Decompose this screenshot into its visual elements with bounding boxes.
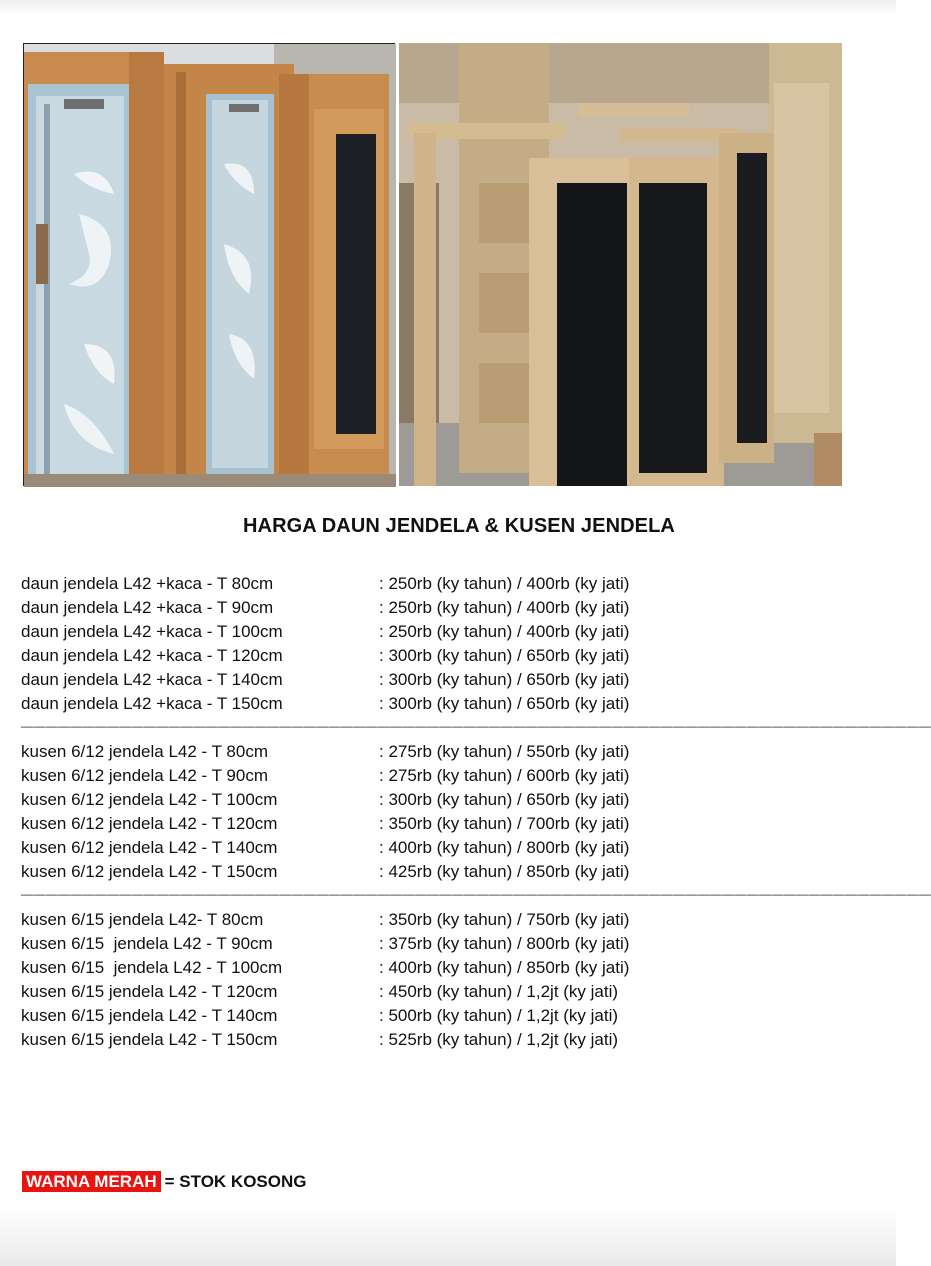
price-row — [21, 1004, 619, 1028]
item-name: daun jendela L42 +kaca - T 100cm — [21, 622, 283, 641]
item-price: : 300rb (ky tahun) / 650rb (ky jati) — [379, 670, 630, 689]
item-price: : 300rb (ky tahun) / 650rb (ky jati) — [379, 646, 630, 665]
item-price: : 300rb (ky tahun) / 650rb (ky jati) — [379, 790, 630, 809]
price-row — [21, 836, 630, 860]
item-name: daun jendela L42 +kaca - T 140cm — [21, 670, 283, 689]
price-row — [21, 692, 630, 716]
item-name: daun jendela L42 +kaca - T 120cm — [21, 646, 283, 665]
price-row — [21, 956, 630, 980]
window-frame-photo — [399, 43, 842, 486]
item-name: kusen 6/15 jendela L42 - T 100cm — [21, 958, 283, 977]
item-name: daun jendela L42 +kaca - T 150cm — [21, 694, 283, 713]
item-price: : 400rb (ky tahun) / 850rb (ky jati) — [379, 958, 630, 977]
item-price: : 250rb (ky tahun) / 400rb (ky jati) — [379, 574, 630, 593]
price-row — [21, 596, 630, 620]
legend-text: = STOK KOSONG — [164, 1172, 307, 1191]
item-name: kusen 6/12 jendela L42 - T 90cm — [21, 766, 268, 785]
price-row — [21, 860, 630, 884]
item-name: kusen 6/15 jendela L42- T 80cm — [21, 910, 264, 929]
price-row — [21, 908, 630, 932]
price-row — [21, 1028, 619, 1052]
item-price: : 425rb (ky tahun) / 850rb (ky jati) — [379, 862, 630, 881]
item-price: : 275rb (ky tahun) / 550rb (ky jati) — [379, 742, 630, 761]
item-price: : 450rb (ky tahun) / 1,2jt (ky jati) — [379, 982, 619, 1001]
item-name: kusen 6/15 jendela L42 - T 140cm — [21, 1006, 278, 1025]
item-name: kusen 6/12 jendela L42 - T 150cm — [21, 862, 278, 881]
price-row — [21, 620, 630, 644]
item-name: kusen 6/12 jendela L42 - T 80cm — [21, 742, 268, 761]
page-title: HARGA DAUN JENDELA & KUSEN JENDELA — [243, 515, 675, 537]
page-bottom-shade — [0, 1208, 896, 1266]
item-price: : 350rb (ky tahun) / 700rb (ky jati) — [379, 814, 630, 833]
item-name: kusen 6/12 jendela L42 - T 140cm — [21, 838, 278, 857]
price-row — [21, 812, 630, 836]
item-price: : 375rb (ky tahun) / 800rb (ky jati) — [379, 934, 630, 953]
section-divider: —————————————————————————————————————————————————————————————————————————— — [21, 887, 931, 901]
item-price: : 400rb (ky tahun) / 800rb (ky jati) — [379, 838, 630, 857]
item-name: kusen 6/12 jendela L42 - T 120cm — [21, 814, 278, 833]
price-row — [21, 740, 630, 764]
item-name: kusen 6/12 jendela L42 - T 100cm — [21, 790, 278, 809]
window-sash-photo — [23, 43, 395, 486]
item-name: kusen 6/15 jendela L42 - T 120cm — [21, 982, 278, 1001]
price-row — [21, 764, 630, 788]
item-price: : 500rb (ky tahun) / 1,2jt (ky jati) — [379, 1006, 619, 1025]
item-price: : 300rb (ky tahun) / 650rb (ky jati) — [379, 694, 630, 713]
price-row — [21, 644, 630, 668]
item-name: daun jendela L42 +kaca - T 80cm — [21, 574, 274, 593]
item-price: : 250rb (ky tahun) / 400rb (ky jati) — [379, 598, 630, 617]
price-row — [21, 572, 630, 596]
item-price: : 350rb (ky tahun) / 750rb (ky jati) — [379, 910, 630, 929]
price-row — [21, 668, 630, 692]
price-row — [21, 980, 619, 1004]
section-divider: —————————————————————————————————————————————————————————————————————————— — [21, 719, 931, 733]
price-list — [21, 572, 931, 1052]
price-row — [21, 788, 630, 812]
item-name: kusen 6/15 jendela L42 - T 90cm — [21, 934, 273, 953]
item-price: : 275rb (ky tahun) / 600rb (ky jati) — [379, 766, 630, 785]
price-row — [21, 932, 630, 956]
red-color-tag: WARNA MERAH — [22, 1171, 161, 1192]
item-price: : 250rb (ky tahun) / 400rb (ky jati) — [379, 622, 630, 641]
item-price: : 525rb (ky tahun) / 1,2jt (ky jati) — [379, 1030, 619, 1049]
item-name: daun jendela L42 +kaca - T 90cm — [21, 598, 274, 617]
item-name: kusen 6/15 jendela L42 - T 150cm — [21, 1030, 278, 1049]
page-top-shade — [0, 0, 896, 14]
stock-legend — [22, 1171, 307, 1193]
